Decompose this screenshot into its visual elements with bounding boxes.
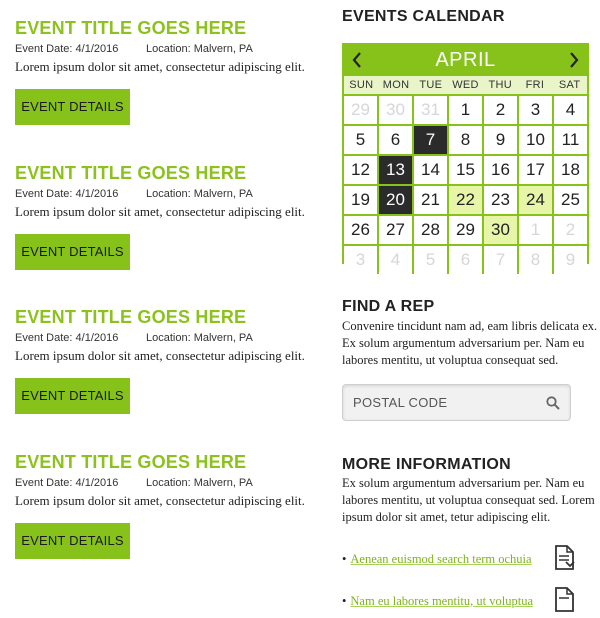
event-location: Location: Malvern, PA [146,188,253,200]
weekday-label: WED [452,79,479,91]
calendar-day[interactable]: 22 [449,186,482,214]
event-details-button[interactable]: EVENT DETAILS [15,378,130,414]
calendar-day[interactable]: 20 [379,186,412,214]
event-item [15,307,325,414]
calendar-day[interactable]: 4 [554,96,587,124]
event-description: Lorem ipsum dolor sit amet, consectetur adipiscing elit. [15,348,305,363]
document-icon[interactable] [554,587,576,613]
event-item [15,18,325,125]
events-calendar-heading: EVENTS CALENDAR [342,8,505,25]
calendar-day[interactable]: 8 [519,246,552,274]
postal-code-input[interactable] [353,385,543,420]
calendar-day[interactable]: 27 [379,216,412,244]
calendar-day[interactable]: 19 [344,186,377,214]
event-date: Event Date: 4/1/2016 [15,477,119,489]
event-location: Location: Malvern, PA [146,43,253,55]
calendar-day[interactable]: 1 [519,216,552,244]
events-calendar [342,43,589,269]
calendar-day[interactable]: 9 [484,126,517,154]
document-icon[interactable] [554,545,576,571]
chevron-left-icon[interactable] [347,49,367,71]
find-rep-heading: FIND A REP [342,298,435,315]
calendar-day[interactable]: 30 [484,216,517,244]
weekday-label: SUN [349,79,374,91]
info-link[interactable]: Aenean euismod search term ochuia [350,552,532,566]
calendar-day[interactable]: 4 [379,246,412,274]
calendar-day[interactable]: 2 [484,96,517,124]
calendar-day[interactable]: 29 [449,216,482,244]
calendar-day[interactable]: 25 [554,186,587,214]
bullet: • [342,552,347,566]
calendar-day[interactable]: 18 [554,156,587,184]
event-title: EVENT TITLE GOES HERE [15,307,247,327]
event-details-button[interactable]: EVENT DETAILS [15,234,130,270]
event-location: Location: Malvern, PA [146,477,253,489]
find-rep-text: Convenire tincidunt nam ad, eam libris delicata ex. Ex solum argumentum adversarium per. Nam eu labores mentitu, ut voluptua consequat sed. [342,319,598,367]
calendar-day[interactable]: 5 [344,126,377,154]
calendar-day[interactable]: 9 [554,246,587,274]
calendar-day[interactable]: 5 [414,246,447,274]
calendar-month: APRIL [435,48,496,71]
calendar-day[interactable]: 7 [414,126,447,154]
calendar-day[interactable]: 16 [484,156,517,184]
calendar-day[interactable]: 28 [414,216,447,244]
event-title: EVENT TITLE GOES HERE [15,163,247,183]
weekday-label: TUE [419,79,443,91]
event-meta [15,476,325,490]
chevron-right-icon[interactable] [564,49,584,71]
calendar-day[interactable]: 14 [414,156,447,184]
event-meta [15,187,325,201]
weekday-label: THU [488,79,512,91]
event-title: EVENT TITLE GOES HERE [15,18,247,38]
calendar-day[interactable]: 17 [519,156,552,184]
event-item [15,163,325,270]
event-meta [15,331,325,345]
calendar-day[interactable]: 24 [519,186,552,214]
postal-code-search [342,384,571,421]
calendar-day[interactable]: 3 [519,96,552,124]
calendar-day[interactable]: 2 [554,216,587,244]
weekday-label: FRI [525,79,545,91]
calendar-day[interactable]: 6 [449,246,482,274]
calendar-header [344,45,587,75]
calendar-day[interactable]: 21 [414,186,447,214]
search-icon[interactable] [546,396,560,410]
event-description: Lorem ipsum dolor sit amet, consectetur adipiscing elit. [15,204,305,219]
event-details-button[interactable]: EVENT DETAILS [15,523,130,559]
calendar-day[interactable]: 10 [519,126,552,154]
calendar-weekdays [344,75,587,94]
calendar-day[interactable]: 31 [414,96,447,124]
calendar-days-grid [344,94,587,274]
bullet: • [342,594,347,608]
calendar-day[interactable]: 1 [449,96,482,124]
info-link-item [342,592,598,616]
event-date: Event Date: 4/1/2016 [15,332,119,344]
more-information-text: Ex solum argumentum adversarium per. Nam eu labores mentitu, ut voluptua consequat sed. Lorem ipsum dolor sit amet, tetur adipiscing elit. [342,476,595,524]
event-title: EVENT TITLE GOES HERE [15,452,247,472]
more-information-heading: MORE INFORMATION [342,456,511,473]
weekday-label: MON [382,79,410,91]
calendar-day[interactable]: 26 [344,216,377,244]
calendar-day[interactable]: 11 [554,126,587,154]
calendar-day[interactable]: 6 [379,126,412,154]
calendar-day[interactable]: 30 [379,96,412,124]
info-link[interactable]: Nam eu labores mentitu, ut voluptua [350,594,533,608]
info-link-item [342,550,598,574]
event-description: Lorem ipsum dolor sit amet, consectetur adipiscing elit. [15,493,305,508]
calendar-day[interactable]: 12 [344,156,377,184]
event-meta [15,42,325,56]
calendar-day[interactable]: 8 [449,126,482,154]
event-date: Event Date: 4/1/2016 [15,43,119,55]
weekday-label: SAT [558,79,581,91]
calendar-day[interactable]: 15 [449,156,482,184]
calendar-day[interactable]: 3 [344,246,377,274]
calendar-day[interactable]: 7 [484,246,517,274]
event-item [15,452,325,559]
calendar-day[interactable]: 29 [344,96,377,124]
calendar-day[interactable]: 23 [484,186,517,214]
calendar-day[interactable]: 13 [379,156,412,184]
event-description: Lorem ipsum dolor sit amet, consectetur adipiscing elit. [15,59,305,74]
event-details-button[interactable]: EVENT DETAILS [15,89,130,125]
event-date: Event Date: 4/1/2016 [15,188,119,200]
event-location: Location: Malvern, PA [146,332,253,344]
